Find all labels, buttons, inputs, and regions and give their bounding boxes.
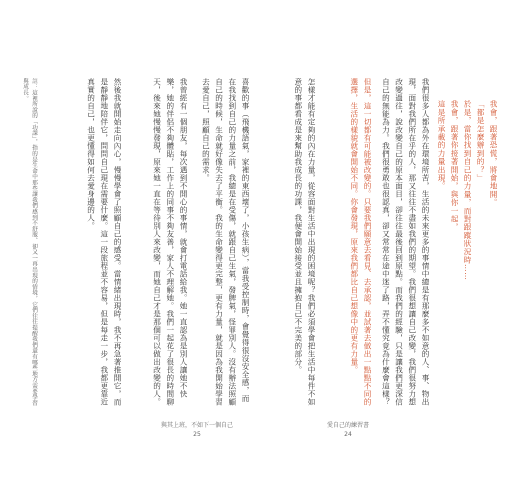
- left-paragraph-1: 喜歡的事（飛機語氣，家裡的東西壞了，小孩生病），當我受控制時，會覺得很沒安全感，而在我找到自己的力量之前，我總是在受傷，就跟自己生氣，發脾氣，怪罪別人。沒有辦法照顧自己的時候，生命就好像失去了平衡。我的生命變得更完整，更有力量，就是因為我開始學習去愛自己，照顧自己的需求。: [201, 78, 250, 406]
- left-running-title: 與其上班，不如下一個自己: [160, 422, 233, 429]
- quote-line-5: 這是所承載的力量出現。: [437, 100, 446, 191]
- quote-line-1: 我會，跟著恐慌，將會地開。: [489, 100, 498, 207]
- right-paragraph-1: 我們很多人都為外在環境所苦，生活的未來更多的事情中總是有那麼多不如意的人、事、物出現，面對我們所在乎的人，那又往往不盡如我們的期望。我們很想讓自己改變，我們很努力想改變過往，說改變自己的原本面目，卻往往最後回到原點。而我們的經驗，只是讓我們更深信自己的無能為力。我們很勇敢也很認真，卻又常常在途中迷了路，弄不懂究竟為什麼會這樣？: [381, 78, 430, 406]
- quote-line-2: 「都是怎麼辦到的？」: [476, 100, 485, 182]
- left-page: [22, 78, 252, 408]
- quote-line-3: 於是，當你找到自己的力量，而對跟蹤狀況時……: [463, 100, 472, 281]
- left-page-number: 25: [193, 431, 201, 438]
- left-page-footer: [137, 420, 257, 438]
- right-paragraph-2-highlight: 但是，這一切都有可能被改變的。只要我們願意去看見、去承認，並試著去做出一點點不同的選擇，生活的樣貌就會開始不同。你會發現，原來我們都比自己想像中的更有力量。: [349, 78, 372, 406]
- right-page-footer: [288, 420, 408, 438]
- left-paragraph-3: 然後我就開始走向內心，慢慢學會了照顧自己的感受。當情緒出現時，我不再急著推開它，而是靜靜地陪伴它，問問自己現在需要什麼。這一段旅程並不容易，但是每走一步，我都更靠近真實的自己，也更懂得如何去愛身邊的人。: [86, 78, 122, 406]
- right-page-number: 24: [344, 431, 352, 438]
- right-paragraph-3: 怎樣才能有定夠的內在力量，從容面對生活中出現的困境呢？我們必須學會把生活中每件不如意的事都看成是來幫助我成長的功課，我便會開始接受並且擁抱自己不完美的部分。: [293, 78, 316, 406]
- left-paragraph-2: 我曾經有一個朋友，每次遇到不開心的事情，就會打電話給我。她一直認為是別人讓她不快樂，她的伴侶不夠體貼，工作上的同事不夠友善，家人不理解她。我們一起花了很長的時間聊天，後來她慢慢發現，原來她一直在等待別人來改變，而她自己才是那個可以做出改變的人。: [152, 78, 188, 406]
- right-page: [268, 78, 500, 408]
- right-running-title: 愛自己的練習書: [326, 422, 369, 429]
- quote-line-4: 我會，跟著你接著開始，與你一起，: [450, 100, 459, 232]
- footnote: 註：這裡所說的「功課」，指的是生命中那些讓我們感到不舒服、卻又一再出現的情境，它們往往提醒我們還有哪些地方需要學習與成長。: [22, 78, 37, 406]
